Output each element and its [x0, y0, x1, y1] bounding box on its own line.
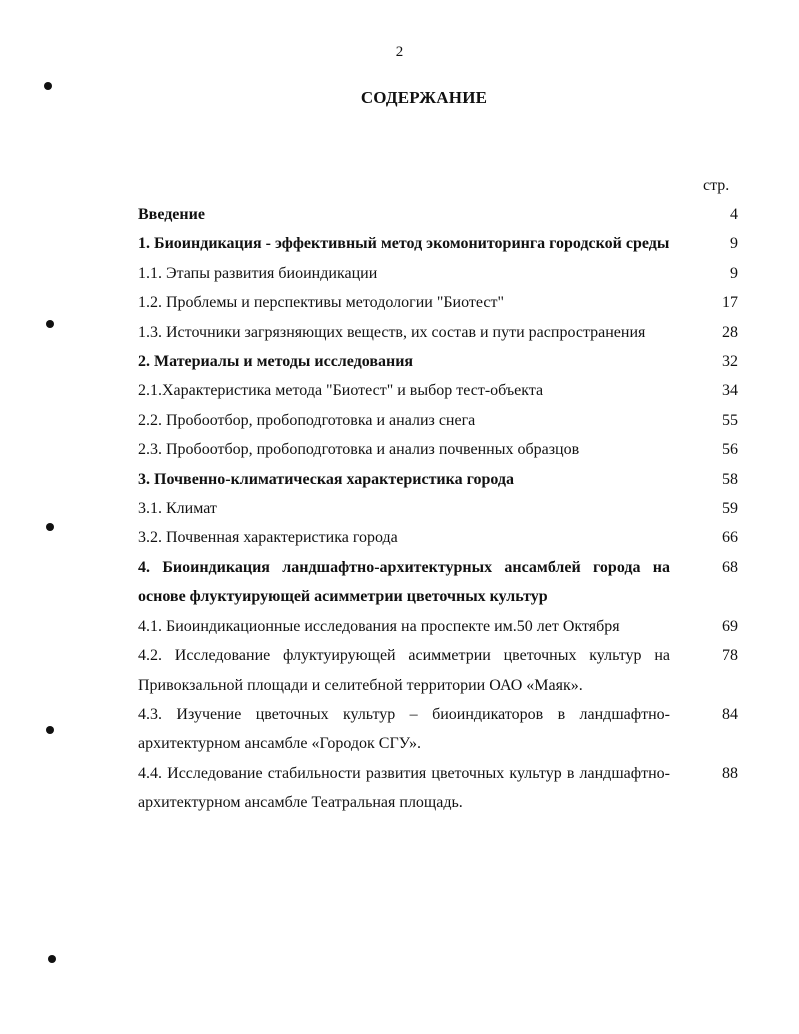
binding-hole-mark: [48, 955, 56, 963]
toc-entry-page: 68: [722, 558, 738, 576]
binding-hole-mark: [46, 320, 54, 328]
toc-entry-title: 2.2. Пробоотбор, пробоподготовка и анализ снега: [138, 411, 476, 429]
toc-entry-page: 9: [730, 235, 738, 253]
toc-entry-section-1-1: [138, 259, 738, 288]
toc-entry-introduction: [138, 200, 738, 229]
toc-entry-title: 3. Почвенно-климатическая характеристика города: [138, 470, 515, 488]
toc-entry-section-1-3: [138, 318, 738, 347]
toc-entry-title: 1.1. Этапы развития биоиндикации: [138, 264, 378, 282]
binding-hole-mark: [46, 523, 54, 531]
page-title: СОДЕРЖАНИЕ: [360, 88, 488, 107]
toc-entry-section-3-2: [138, 523, 738, 552]
toc-entry-page: 4: [730, 206, 738, 223]
toc-entry-title: 2.1.Характеристика метода "Биотест" и выбор тест-объекта: [138, 382, 544, 400]
toc-entry-page: 69: [722, 617, 738, 635]
toc-entry-chapter-2: [138, 347, 738, 376]
toc-entry-page: 84: [722, 705, 738, 723]
toc-entry-title: 3.1. Климат: [138, 500, 217, 518]
toc-entry-chapter-3: [138, 465, 738, 494]
toc-entry-chapter-4: [138, 553, 738, 612]
toc-entry-page: 17: [722, 294, 738, 312]
toc-entry-page: 78: [722, 647, 738, 665]
toc-entry-title: 4.1. Биоиндикационные исследования на проспекте им.50 лет Октября: [138, 617, 620, 635]
toc-entry-section-1-2: [138, 288, 738, 317]
toc-entry-section-4-2: [138, 641, 738, 700]
binding-hole-mark: [46, 726, 54, 734]
toc-entry-section-2-1: [138, 376, 738, 405]
toc-entry-page: 28: [722, 323, 738, 341]
toc-entry-section-3-1: [138, 494, 738, 523]
toc-entry-page: 88: [722, 764, 738, 782]
toc-entry-title: 4.2. Исследование флуктуирующей асимметрии цветочных культур на Привокзальной площади и селитебной территории ОАО «Маяк».: [138, 647, 670, 694]
toc-entry-title: Введение: [138, 206, 205, 223]
toc-entry-title: 1.2. Проблемы и перспективы методологии "Биотест": [138, 294, 505, 312]
toc-entry-page: 56: [722, 441, 738, 459]
toc-entry-page: 66: [722, 529, 738, 547]
page-number: 2: [395, 44, 404, 60]
binding-hole-mark: [44, 82, 52, 90]
toc-entry-title: 3.2. Почвенная характеристика города: [138, 529, 398, 547]
table-of-contents: [138, 200, 738, 818]
toc-entry-title: 1.3. Источники загрязняющих веществ, их состав и пути распространения: [138, 323, 646, 341]
toc-entry-section-4-3: [138, 700, 738, 759]
toc-entry-title: 4.3. Изучение цветочных культур – биоиндикаторов в ландшафтно-архитектурном ансамбле «Городок СГУ».: [138, 705, 670, 753]
toc-entry-section-2-3: [138, 435, 738, 464]
toc-entry-page: 55: [722, 411, 738, 429]
toc-entry-section-4-4: [138, 759, 738, 818]
toc-entry-title: 4.4. Исследование стабильности развития цветочных культур в ландшафтно-архитектурном ансамбле Театральная площадь.: [138, 764, 670, 812]
toc-entry-page: 58: [722, 470, 738, 488]
page-column-label: стр.: [703, 177, 730, 194]
toc-entry-section-2-2: [138, 406, 738, 435]
toc-entry-title: 2. Материалы и методы исследования: [138, 353, 414, 371]
toc-entry-chapter-1: [138, 229, 738, 258]
toc-entry-section-4-1: [138, 612, 738, 641]
toc-entry-title: 2.3. Пробоотбор, пробоподготовка и анализ почвенных образцов: [138, 441, 580, 459]
toc-entry-page: 9: [730, 264, 738, 282]
toc-entry-title: 4. Биоиндикация ландшафтно-архитектурных ансамблей города на основе флуктуирующей асимметрии цветочных культур: [138, 558, 670, 606]
toc-entry-page: 32: [722, 353, 738, 371]
toc-entry-page: 59: [722, 500, 738, 518]
toc-entry-page: 34: [722, 382, 738, 400]
toc-entry-title: 1. Биоиндикация - эффективный метод экомониторинга городской среды: [138, 235, 670, 253]
